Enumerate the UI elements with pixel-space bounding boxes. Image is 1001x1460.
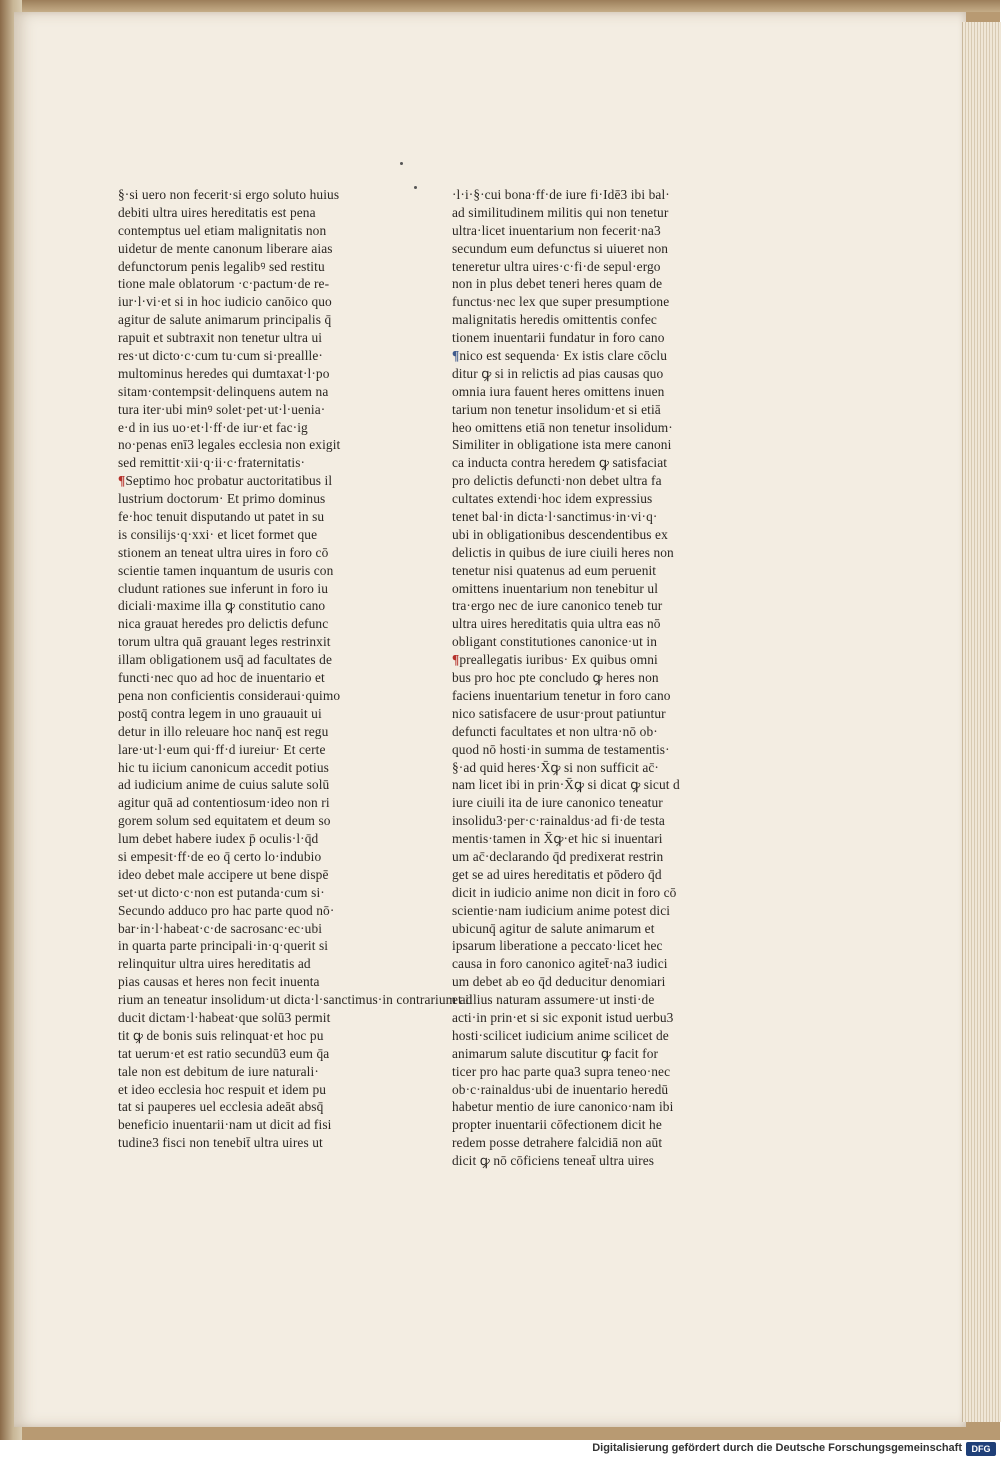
text-line (118, 848, 378, 866)
text-line (452, 902, 712, 920)
text-line (452, 562, 712, 580)
text-line (452, 723, 712, 741)
footer-credit: Digitalisierung gefördert durch die Deutsche Forschungsgemeinschaft (592, 1442, 962, 1454)
text-line-content: gorem solum sed equitatem et deum so (118, 813, 331, 829)
text-line (118, 794, 378, 812)
text-line-content: tat si pauperes uel ecclesia adeāt absq̄ (118, 1099, 324, 1115)
text-line (118, 562, 378, 580)
text-line (452, 1116, 712, 1134)
text-line (452, 741, 712, 759)
text-line (452, 347, 712, 365)
text-line-content: iur·l·vi·et si in hoc iudicio canōico quo (118, 294, 332, 310)
text-line (118, 1081, 378, 1099)
text-line-content: nica grauat heredes pro delictis defunc (118, 616, 329, 632)
text-line-content: acti·in prin·et si sic exponit istud uerbu3 (452, 1009, 674, 1025)
text-line (118, 812, 378, 830)
paragraph-mark-icon: ¶ (452, 348, 460, 364)
text-line-content: delictis in quibus de iure ciuili heres non (452, 544, 674, 560)
text-line (118, 597, 378, 615)
text-line (118, 526, 378, 544)
text-line (118, 490, 378, 508)
text-line (118, 1063, 378, 1081)
text-line (452, 580, 712, 598)
text-line (118, 991, 473, 1009)
text-line (118, 383, 378, 401)
text-line-content: multominus heredes qui dumtaxat·l·po (118, 365, 330, 381)
text-line-content: ultra·licet inuentarium non fecerit·na3 (452, 222, 661, 238)
text-line-content: Similiter in obligatione ista mere canoni (452, 437, 672, 453)
text-line-content: pena non conficientis consideraui·quimo (118, 687, 341, 703)
text-line (452, 240, 712, 258)
text-line-content: uidetur de mente canonum liberare aias (118, 240, 333, 256)
text-line-content: ob·c·rainaldus·ubi de inuentario heredū (452, 1081, 669, 1097)
text-line-content: in quarta parte principali·in·q·querit si (118, 938, 329, 954)
text-line-content: pro delictis defuncti·non debet ultra fa (452, 473, 662, 489)
text-line (452, 490, 712, 508)
text-line (452, 991, 712, 1009)
text-line-content: cultates extendi·hoc idem expressius (452, 491, 653, 507)
text-line-content: beneficio inuentarii·nam ut dicit ad fisi (118, 1117, 332, 1133)
text-line-content: dicit in iudicio anime non dicit in foro cō (452, 884, 677, 900)
text-line (118, 1045, 378, 1063)
text-line-content: pias causas et heres non fecit inuenta (118, 974, 320, 990)
text-line (118, 830, 378, 848)
text-line-content: bus pro hoc pte concludo ꝙ heres non (452, 670, 659, 686)
text-line (118, 687, 378, 705)
text-line (118, 866, 378, 884)
text-line-content: ad similitudinem militis qui non tenetur (452, 204, 669, 220)
text-line (118, 920, 378, 938)
text-line-content: um ac̄·declarando q̄d predixerat restrin (452, 848, 664, 864)
text-line-content: non in plus debet teneri heres quam de (452, 276, 663, 292)
text-line (118, 884, 378, 902)
text-line-content: ubicunq̄ agitur de salute animarum et (452, 920, 655, 936)
text-line (452, 454, 712, 472)
text-line-content: causa in foro canonico agitet̄·na3 iudici (452, 956, 668, 972)
text-line-content: illam obligationem usq̄ ad facultates de (118, 652, 332, 668)
text-line (452, 812, 712, 830)
text-line (118, 955, 378, 973)
text-line-content: tudine3 fisci non tenebit̄ ultra uires ut (118, 1135, 323, 1151)
text-line-content: propter inuentarii cōfectionem dicit he (452, 1117, 662, 1133)
text-line-content: quod nō hosti·in summa de testamentis· (452, 741, 670, 757)
text-line (452, 293, 712, 311)
text-line (118, 436, 378, 454)
text-line-content: iure ciuili ita de iure canonico teneatur (452, 795, 663, 811)
text-line (118, 741, 378, 759)
text-line-content: nico satisfacere de usur·prout patiuntur (452, 705, 666, 721)
text-line (118, 472, 378, 490)
text-line (452, 436, 712, 454)
text-line-content: malignitatis heredis omittentis confec (452, 312, 657, 328)
left-text-column (118, 186, 473, 1152)
text-line-content: torum ultra quā grauant leges restrinxit (118, 634, 331, 650)
text-line-content: defuncti facultates et non ultra·nō ob· (452, 723, 658, 739)
text-line-content: nico est sequenda· Ex istis clare cōclu (459, 348, 668, 364)
text-line-content: mentis·tamen in X̄ꝙ·et hic si inuentari (452, 831, 663, 847)
text-line-content: tionem inuentarii fundatur in foro cano (452, 330, 665, 346)
text-line (452, 776, 712, 794)
text-line-content: lum debet habere iudex p̄ oculis·l·q̄d (118, 831, 319, 847)
text-line (118, 669, 378, 687)
ink-speck (414, 186, 417, 189)
text-line-content: si empesit·ff·de eo q̄ certo lo·indubio (118, 848, 322, 864)
text-line (118, 633, 378, 651)
text-line-content: hic tu iicium canonicum accedit potius (118, 759, 329, 775)
text-line-content: dicit ꝙ nō cōficiens teneat̄ ultra uires (452, 1153, 655, 1169)
text-line-content: tione male oblatorum ·c·pactum·de re- (118, 276, 330, 292)
text-line-content: redem posse detrahere falcidiā non aūt (452, 1135, 663, 1151)
text-line (452, 651, 712, 669)
text-line-content: hosti·scilicet iudicium anime scilicet de (452, 1027, 669, 1043)
text-line-content: heo omittens etiā non tenetur insolidum· (452, 419, 673, 435)
text-line (452, 615, 712, 633)
text-line-content: et illius naturam assumere·ut insti·de (452, 992, 655, 1008)
text-line-content: omnia iura fauent heres omittens inuen (452, 383, 665, 399)
text-line (118, 723, 378, 741)
text-line-content: no·penas enī3 legales ecclesia non exigit (118, 437, 341, 453)
text-line-content: omittens inuentarium non tenebitur ul (452, 580, 659, 596)
text-line-content: get se ad uires hereditatis et pōdero q̄d (452, 866, 662, 882)
text-line-content: ·l·i·§·cui bona·ff·de iure fi·Idē3 ibi bal· (452, 187, 670, 202)
text-line-content: ultra uires hereditatis quia ultra eas nō (452, 616, 661, 632)
text-line-content: tale non est debitum de iure naturali· (118, 1063, 319, 1079)
text-line (452, 275, 712, 293)
text-line (452, 687, 712, 705)
text-line (118, 275, 378, 293)
text-line-content: cludunt rationes sue inferunt in foro iu (118, 580, 329, 596)
text-line (118, 329, 378, 347)
text-line-content: habetur mentio de iure canonico·nam ibi (452, 1099, 674, 1115)
text-line (118, 454, 378, 472)
text-line-content: stionem an teneat ultra uires in foro cō (118, 544, 329, 560)
text-line-content: functus·nec lex que super presumptione (452, 294, 670, 310)
text-line-content: tat uerum·et est ratio secundū3 eum q̄a (118, 1045, 330, 1061)
footer-bar (0, 1440, 1000, 1460)
text-line-content: tenetur nisi quatenus ad eum peruenit (452, 562, 657, 578)
text-line-content: Septimo hoc probatur auctoritatibus il (125, 473, 333, 489)
text-line (452, 329, 712, 347)
text-line-content: is consilijs·q·xxi· et licet formet que (118, 526, 318, 542)
text-line (452, 383, 712, 401)
text-line-content: secundum eum defunctus si uiueret non (452, 240, 669, 256)
text-line-content: sed remittit·xii·q·ii·c·fraternitatis· (118, 455, 306, 471)
text-line-content: lare·ut·l·eum qui·ff·d iureiur· Et certe (118, 741, 326, 757)
text-line (452, 759, 712, 777)
text-line (452, 1152, 712, 1170)
text-line (452, 365, 712, 383)
text-line (118, 240, 378, 258)
text-line-content: §·si uero non fecerit·si ergo soluto huius (118, 187, 340, 202)
text-line (452, 705, 712, 723)
text-line (452, 204, 712, 222)
text-line (118, 311, 378, 329)
text-line-content: detur in illo releuare hoc nanq̄ est regu (118, 723, 329, 739)
text-line-content: insolidu3·per·c·rainaldus·ad fi·de testa (452, 813, 665, 829)
text-line (118, 293, 378, 311)
ink-speck (400, 162, 403, 165)
text-line-content: sitam·contempsit·delinquens autem na (118, 383, 329, 399)
text-line-content: diciali·maxime illa ꝙ constitutio cano (118, 598, 326, 614)
text-line (452, 633, 712, 651)
text-line-content: contemptus uel etiam malignitatis non (118, 222, 327, 238)
text-line-content: scientie tamen inquantum de usuris con (118, 562, 334, 578)
text-line-content: e·d in ius uo·et·l·ff·de iur·et fac·ig (118, 419, 308, 435)
text-line (452, 937, 712, 955)
text-line (118, 651, 378, 669)
text-line (452, 1063, 712, 1081)
text-line (452, 544, 712, 562)
text-line (118, 705, 378, 723)
text-line-content: relinquitur ultra uires hereditatis ad (118, 956, 311, 972)
text-line (118, 508, 378, 526)
text-line (118, 347, 378, 365)
text-line (118, 580, 378, 598)
text-line-content: tenet bal·in dicta·l·sanctimus·in·vi·q· (452, 509, 658, 525)
text-line (452, 1009, 712, 1027)
text-line (452, 1098, 712, 1116)
text-line-content: um debet ab eo q̄d deducitur denomiari (452, 974, 666, 990)
text-line-content: agitur de salute animarum principalis q̄ (118, 312, 332, 328)
text-line-content: tra·ergo nec de iure canonico teneb tur (452, 598, 663, 614)
text-line (452, 1134, 712, 1152)
text-line-content: rium an teneatur insolidum·ut dicta·l·sanctimus·in contrarium ad (118, 992, 473, 1008)
text-line (452, 973, 712, 991)
text-line (118, 973, 378, 991)
text-line-content: animarum salute discutitur ꝙ facit for (452, 1045, 659, 1061)
text-line (118, 401, 378, 419)
page-stack-edge (962, 22, 1001, 1422)
right-text-column (452, 186, 712, 1170)
text-line (452, 311, 712, 329)
text-line-content: obligant constitutiones canonice·ut in (452, 634, 657, 650)
text-line (452, 597, 712, 615)
text-line (452, 526, 712, 544)
text-line-content: scientie·nam iudicium anime potest dici (452, 902, 671, 918)
text-line (118, 258, 378, 276)
text-line-content: postq̄ contra legem in uno grauauit ui (118, 705, 322, 721)
text-line-content: ducit dictam·l·habeat·que solū3 permit (118, 1009, 331, 1025)
text-line-content: ca inducta contra heredem ꝙ satisfaciat (452, 455, 668, 471)
dfg-logo: DFG (966, 1442, 996, 1456)
text-line-content: functi·nec quo ad hoc de inuentario et (118, 670, 325, 686)
text-line (118, 222, 378, 240)
text-line (118, 776, 378, 794)
text-line (452, 920, 712, 938)
text-line-content: tura iter·ubi minꝰ solet·pet·ut·l·uenia· (118, 401, 326, 417)
text-line (452, 830, 712, 848)
text-line (452, 866, 712, 884)
text-line (452, 401, 712, 419)
text-line-content: defunctorum penis legalibꝰ sed restitu (118, 258, 325, 274)
text-line (118, 615, 378, 633)
text-line-content: tit ꝙ de bonis suis relinquat·et hoc pu (118, 1027, 324, 1043)
text-line (452, 419, 712, 437)
text-line-content: ideo debet male accipere ut bene dispē (118, 866, 329, 882)
binding-top-edge (22, 0, 1000, 12)
text-line (118, 365, 378, 383)
text-line-content: fe·hoc tenuit disputando ut patet in su (118, 509, 325, 525)
text-line-content: set·ut dicto·c·non est putanda·cum si· (118, 884, 325, 900)
text-line-content: bar·in·l·habeat·c·de sacrosanc·ec·ubi (118, 920, 323, 936)
text-line (118, 902, 378, 920)
text-line-content: teneretur ultra uires·c·fi·de sepul·ergo (452, 258, 661, 274)
text-line (452, 848, 712, 866)
text-line (452, 884, 712, 902)
text-line (452, 1027, 712, 1045)
text-line (118, 937, 378, 955)
text-line (452, 222, 712, 240)
text-line-content: faciens inuentarium tenetur in foro cano (452, 687, 671, 703)
paragraph-mark-icon: ¶ (118, 473, 126, 489)
text-line (452, 1045, 712, 1063)
text-line (452, 1081, 712, 1099)
text-line-content: lustrium doctorum· Et primo dominus (118, 491, 326, 507)
text-line (452, 669, 712, 687)
text-line (452, 472, 712, 490)
text-line-content: nam licet ibi in prin·X̄ꝙ si dicat ꝙ sicut d (452, 777, 680, 793)
text-line (452, 794, 712, 812)
text-line (452, 186, 712, 204)
text-line (118, 1116, 378, 1134)
text-line-content: Secundo adduco pro hac parte quod nō· (118, 902, 335, 918)
text-line (118, 1027, 378, 1045)
text-line (452, 955, 712, 973)
text-line-content: et ideo ecclesia hoc respuit et idem pu (118, 1081, 327, 1097)
text-line-content: tarium non tenetur insolidum·et si etiā (452, 401, 661, 417)
text-line (118, 204, 378, 222)
text-line (118, 186, 378, 204)
text-line (118, 1009, 378, 1027)
text-line (118, 544, 378, 562)
text-line-content: §·ad quid heres·X̄ꝙ si non sufficit ac̄· (452, 759, 659, 775)
text-line-content: agitur quā ad contentiosum·ideo non ri (118, 795, 330, 811)
text-line (118, 1134, 378, 1152)
text-line-content: res·ut dicto·c·cum tu·cum si·preallle· (118, 348, 323, 364)
text-line-content: ubi in obligationibus descendentibus ex (452, 526, 668, 542)
text-line (118, 1098, 378, 1116)
text-line (118, 419, 378, 437)
text-line-content: ipsarum liberatione a peccato·licet hec (452, 938, 663, 954)
paragraph-mark-icon: ¶ (452, 652, 460, 668)
text-line-content: debiti ultra uires hereditatis est pena (118, 204, 316, 220)
text-line (118, 759, 378, 777)
text-line-content: rapuit et subtraxit non tenetur ultra ui (118, 330, 323, 346)
text-line (452, 508, 712, 526)
text-line (452, 258, 712, 276)
text-line-content: ticer pro hac parte qua3 supra teneo·nec (452, 1063, 671, 1079)
text-line-content: ad iudicium anime de cuius salute solū (118, 777, 330, 793)
text-line-content: ditur ꝙ si in relictis ad pias causas quo (452, 365, 664, 381)
text-line-content: preallegatis iuribus· Ex quibus omni (459, 652, 658, 668)
